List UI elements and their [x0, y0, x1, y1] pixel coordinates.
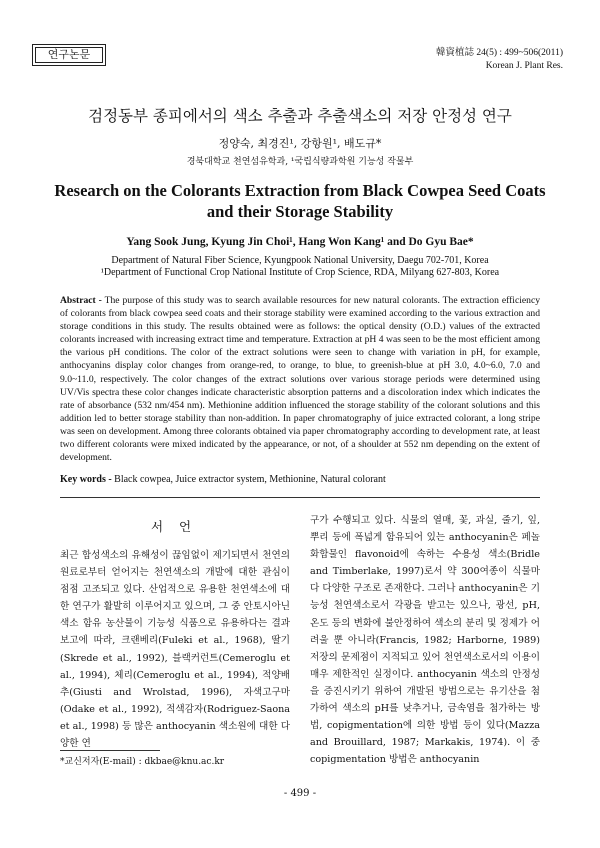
abstract-text: The purpose of this study was to search available resources for new natural colorants. The extraction efficiency of colorants from black cowpea seed coats and their storage stability were examined according to the various extraction and storage conditions in this study. The results obtained were as follows: the optical density (O.D.) values of the extracted colorants increased with increasing extract time and temperature. Extraction at pH 4 was seen to be the most efficient among the various pH conditions. The color of the extract solutions were seen to change with variation in pH, for example, anthocyanins display color changes from orange-red, to orange, to blue, to greenish-blue at pH 3.0, 4.0~6.0, 7.0 and 9.0~11.0, respectively. The color changes of the extract solutions over various storage periods were determined using UV/Vis spectra these color changes indicate characteristic absorption patterns and a discoloration index which indicates the rate of absorbance (532 nm/454 nm). Methionine addition influenced the storage stability of the colorant solutions and this addition led to better storage stability than non-addition. In paper chromatography of juice extracted colorant, a long stripe was seen on development. Among three colorants obtained via paper chromatography according to development rate, at least two different colorants were mixed indicated by the appearance, or not, of a shoulder at 552 nm depending on the extent of development.	[60, 295, 540, 464]
english-affiliation	[0, 255, 600, 279]
body-column-right: 구가 수행되고 있다. 식물의 열매, 꽃, 과실, 줄기, 잎, 뿌리 등에 폭넓게 함유되어 있는 anthocyanin은 페놀 화합물인 flavonoid에 속하는 수용성 색소(Bridle and Timberlake, 1997)로서 약 300여종이 식물마다 다양한 구조로 존재한다. 그러나 anthocyanin은 기능성 천연색소로서 각광을 받고는 있으나, 광선, pH, 온도 등의 변화에 불안정하여 색소의 분리 및 정제가 어려울 뿐 아니라(Francis, 1982; Harborne, 1989) 저장의 문제점이 지적되고 있어 천연색소로서의 이용이 매우 제한적인 실정이다. anthocyanin 색소의 안정성을 증진시키기 위하여 개발된 방법으로는 유기산을 첨가하여 색소의 pH를 낮추거나, 금속염을 첨가하는 방법, copigmentation에 의한 방법 등이 있다(Mazza and Brouillard, 1987; Markakis, 1974). 이 중 copigmentation 방법은 anthocyanin	[310, 515, 540, 766]
english-title-line2: and their Storage Stability	[206, 202, 394, 221]
english-affiliation-line2: ¹Department of Functional Crop National Institute of Crop Science, RDA, Milyang 627-803, Korea	[100, 267, 500, 278]
page-number: - 499 -	[283, 788, 317, 799]
keywords-label: Key words -	[60, 474, 112, 485]
journal-name: Korean J. Plant Res.	[485, 61, 563, 71]
abstract	[60, 294, 540, 464]
journal-volume-pages: 韓資植誌 24(5) : 499~506(2011)	[436, 48, 563, 58]
korean-title: 검정동부 종피에서의 색소 추출과 추출색소의 저장 안정성 연구	[88, 107, 512, 125]
journal-reference	[403, 47, 563, 73]
english-title-line1: Research on the Colorants Extraction from Black Cowpea Seed Coats	[54, 181, 546, 200]
english-title	[0, 180, 600, 222]
section-heading: 서 언	[150, 519, 198, 534]
article-type-tag: 연구논문	[32, 44, 106, 66]
body-column-left: 최근 합성색소의 유해성이 끊임없이 제기되면서 천연의 원료로부터 얻어지는 천연색소의 개발에 대한 관심이 점점 고조되고 있다. 산업적으로 유용한 천연색소에 대한 연구가 활발히 이루어지고 있으며, 그 중 안토시아닌 색소 함유 농산물이 기능성 식품으로 유용하다는 결과 보고에 따라, 크랜베리(Fuleki et al., 1968), 딸기(Skrede et al., 1992), 블랙커런트(Cemeroglu et al., 1994), 체리(Cemeroglu et al., 1994), 적양배추(Giusti and Wrolstad, 1996), 자색고구마(Odake et al., 1992), 적색감자(Rodriguez-Saona et al., 1998) 등 많은 anthocyanin 색소원에 대한 다양한 연	[60, 550, 290, 750]
corresponding-author-footnote: *교신저자(E-mail) : dkbae@knu.ac.kr	[60, 757, 225, 767]
footnote-divider	[60, 750, 160, 751]
english-authors: Yang Sook Jung, Kyung Jin Choi¹, Hang Won Kang¹ and Do Gyu Bae*	[126, 236, 474, 248]
section-divider	[60, 497, 540, 498]
abstract-label: Abstract -	[60, 295, 102, 306]
korean-authors: 정양숙, 최경진¹, 강항원¹, 배도규*	[218, 137, 382, 150]
keywords-text: Black cowpea, Juice extractor system, Methionine, Natural colorant	[114, 474, 386, 485]
english-affiliation-line1: Department of Natural Fiber Science, Kyungpook National University, Daegu 702-701, Korea	[111, 255, 489, 266]
korean-affiliation: 경북대학교 천연섬유학과, ¹국립식량과학원 기능성 작물부	[186, 157, 414, 167]
keywords	[60, 474, 540, 485]
